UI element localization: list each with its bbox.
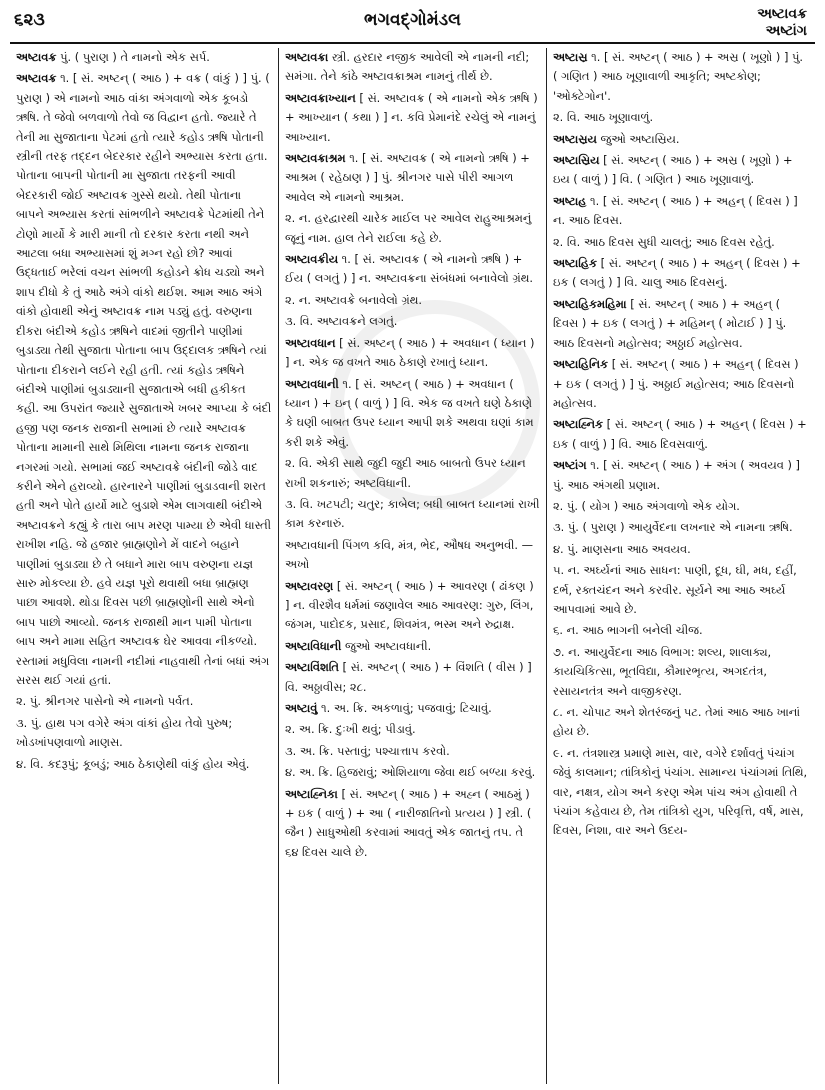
definition-text: ૪. પું. માણસના આઠ અવયવ. [553,541,691,556]
column-left [10,48,278,1084]
header-rule [10,42,815,44]
dictionary-sense [553,518,808,537]
headword: અષ્ટાસ્રય [553,131,597,146]
dictionary-sense [285,291,540,310]
dictionary-sense [285,763,540,782]
definition-text: ૪. વિ. કદરૂપું; કૂબડું; આઠ ઠેકાણેથી વાંકું હોય એવું. [16,756,250,771]
headword: અષ્ટાહિનિક [553,357,609,372]
definition-text: [ સં. અષ્ટન્ ( આઠ ) + અહન્ ( દિવસ ) + ઇક ( લગતું ) + મહિમન્ ( મોટાઈ ) ] પું. આઠ દિવસનો મહોત્સવ; અઠ્ઠાઈ મહોત્સવ. [553,296,787,350]
headword: અષ્ટાવિધાની [285,638,342,653]
dictionary-entry [553,456,808,495]
dictionary-entry [285,48,540,87]
definition-text: ૧. [ સં. અષ્ટન્ ( આઠ ) + અવધાન ( ધ્યાન ) + ઇન્ ( વાળું ) ] વિ. એક જ વખતે ઘણે ઠેકાણે કે ઘણી બાબત ઉપર ધ્યાન આપી શકે અથવા ઘણાં કામ કરી શકે એવું. [285,376,534,449]
headword: અષ્ટાસ્ર [553,50,588,64]
definition-text: ૬. ન. આઠ ભાગની બનેલી ચીજ. [553,623,703,638]
definition-text: ૧. [ સં. અષ્ટન્ ( આઠ ) + અહન્ ( દિવસ ) ] ન. આઠ દિવસ. [553,193,798,228]
headword: અષ્ટાહ્નિક [553,417,604,432]
dictionary-sense [16,714,272,753]
column-middle [278,48,546,1084]
definition-text: ૨. વિ. આઠ ખૂણાવાળું. [553,110,654,125]
dictionary-sense [553,108,808,127]
dictionary-sense [16,692,272,711]
headword: અષ્ટાસ્રિય [553,153,600,168]
headword: અષ્ટાહ્નિકા [285,786,338,801]
headword: અષ્ટાવરણ [285,578,334,593]
definition-text: જુઓ અષ્ટાસ્રિય. [600,131,680,146]
page-number: ૬૨૩ [14,10,45,30]
column-right [546,48,814,1084]
headword: અષ્ટાવક્રા [285,50,329,64]
dictionary-sense [285,536,540,575]
dictionary-sense [553,703,808,742]
definition-text: ૨. અ. ક્રિ. દુઃખી થવું; પીડાવું. [285,722,416,737]
definition-text: ૧. અ. ક્રિ. અકળાવું; પજવાવું; ટિચાવું. [321,701,492,715]
dictionary-entry [285,637,540,656]
definition-text: ૨. પું. ( યોગ ) આઠ અંગવાળો એક યોગ. [553,498,740,513]
definition-text: ૪. અ. ક્રિ. હિજરાવું; ઓશિયાળા જેવા થઈ બળ્યા કરવું. [285,765,536,780]
dictionary-entry [285,699,540,718]
definition-text: સ્ત્રી. હરદાર નજીક આવેલી એ નામની નદી; સમંગા. તેને કાંઠે અષ્ટાવક્રાશ્રમ નામનું તીર્થ છે. [285,50,530,84]
definition-text: ૧. [ સં. અષ્ટન્ ( આઠ ) + અસ્ર ( ખૂણો ) ] પું. ( ગણિત ) આઠ ખૂણાવાળી આકૃતિ; અષ્ટકોણ; 'ઓક્ટેગોન'. [553,50,804,103]
dictionary-entry [553,415,808,454]
dictionary-sense [553,621,808,640]
guide-word-first: અષ્ટાવક્ર [757,6,807,22]
definition-text: ૧. [ સં. અષ્ટન્ ( આઠ ) + અંગ ( અવયવ ) ] પું. આઠ અંગથી પ્રણામ. [553,458,800,492]
dictionary-entry [553,192,808,231]
headword: અષ્ટાવધાની [285,376,339,391]
dictionary-entry [285,89,540,147]
dictionary-sense [285,720,540,739]
definition-text: ૨. પું. શ્રીનગર પાસેનો એ નામનો પર્વત. [16,694,194,709]
headword: અષ્ટાહિકમહિમા [553,296,627,311]
definition-text: ૮. ન. ચોપાટ અને શેતરંજનું પટ. તેમાં આઠ આઠ ખાનાં હોય છે. [553,705,801,739]
dictionary-sense [553,540,808,559]
dictionary-sense [16,755,272,774]
definition-text: પું. ( પુરાણ ) તે નામનો એક સર્પ. [60,50,210,64]
dictionary-entry [285,250,540,289]
headword: અષ્ટાહ [553,193,587,208]
definition-text: [ સં. અષ્ટન્ ( આઠ ) + અવધાન ( ધ્યાન ) ] ન. એક જ વખતે આઠ ઠેકાણે રખાતું ધ્યાન. [285,335,535,370]
definition-text: [ સં. અષ્ટન્ ( આઠ ) + અહન્ ( દિવસ ) + ઇક ( લગતું ) ] પું. અઠ્ઠાઈ મહોત્સવ; આઠ દિવસનો મહોત્સવ. [553,357,799,410]
dictionary-entry [553,355,808,413]
dictionary-sense [285,209,540,248]
definition-text: ૭. ન. આયુર્વેદના આઠ વિભાગ: શલ્ય, શાલાક્ય, કાયચિકિત્સા, ભૂતવિદ્યા, કૌમારભૃત્ય, અગદતંત્ર, રસાયનતંત્ર અને વાજીકરણ. [553,644,772,698]
dictionary-sense [553,233,808,252]
definition-text: [ સં. અષ્ટન્ ( આઠ ) + વિંશતિ ( વીસ ) ] વિ. અઠ્ઠાવીસ; ૨૮. [285,660,532,694]
definition-text: ૩. પું. હાથ પગ વગેરે અંગ વાંકાં હોય તેવો પુરુષ; ખોડખાંપણવાળો માણસ. [16,715,233,750]
dictionary-entry [285,149,540,207]
dictionary-entry [553,130,808,149]
definition-text: ૨. વિ. આઠ દિવસ સુધી ચાલતું; આઠ દિવસ રહેતું. [553,234,775,249]
definition-text: [ સં. અષ્ટન્ ( આઠ ) + અસ્ર ( ખૂણો ) + ઇય ( વાળું ) ] વિ. ( ગણિત ) આઠ ખૂણાવાળું. [553,153,793,187]
dictionary-sense [553,497,808,516]
headword: અષ્ટાવિંશતિ [285,660,339,675]
dictionary-entry [553,254,808,293]
headword: અષ્ટાવક્રાશ્રમ [285,151,346,166]
definition-text: જુઓ અષ્ટાવધાની. [344,638,432,653]
definition-text: [ સં. અષ્ટાવક્ર ( એ નામનો એક ઋષિ ) + આખ્યાન ( કથા ) ] ન. કવિ પ્રેમાનંદે રચેલું એ નામનું આખ્યાન. [285,90,538,144]
headword: અષ્ટાવક્ર [16,71,57,86]
definition-text: ૩. વિ. અષ્ટાવક્રને લગતું. [285,314,398,329]
dictionary-sense [553,643,808,701]
dictionary-entry [285,577,540,635]
dictionary-entry [16,48,272,67]
running-title: ભગવદ્ગોમંડલ [364,10,461,30]
definition-text: [ સં. અષ્ટન્ ( આઠ ) + અહન્ ( દિવસ ) + ઇક ( વાળું ) ] વિ. આઠ દિવસવાળું. [553,417,807,451]
headword: અષ્ટાવક્રાખ્યાન [285,90,356,105]
headword: અષ્ટાવક્ર [16,50,57,64]
headword: અષ્ટાવધાન [285,335,336,350]
definition-text: ૧. [ સં. અષ્ટાવક્ર ( એ નામનો ઋષિ ) + ઈય ( લગતું ) ] ન. અષ્ટાવક્રના સંબંધમાં બનાવેલો ગ્રંથ. [285,252,534,286]
definition-text: [ સં. અષ્ટન્ ( આઠ ) + અહ્ન ( આઠમું ) + ઇક ( વાળું ) + આ ( નારીજાતિનો પ્રત્યય ) ] સ્ત્રી. ( જૈન ) સાધુઓથી કરવામાં આવતું એક જાતનું તપ. તે ૬૪ દિવસ ચાલે છે. [285,786,532,859]
dictionary-entry [285,375,540,453]
dictionary-entry [553,48,808,106]
dictionary-entry [285,334,540,373]
definition-text: ૧. [ સં. અષ્ટાવક્ર ( એ નામનો ઋષિ ) + આશ્રમ ( રહેઠાણ ) ] પું. શ્રીનગર પાસે પીરી આગળ આવેલ એ નામનો આશ્રમ. [285,151,530,204]
definition-text: ૯. ન. તંત્રશાસ્ત્ર પ્રમાણે માસ, વાર, વગેરે દર્શાવતું પંચાંગ જેવું કાલમાન; તાંત્રિકોનું પંચાંગ. સામાન્ય પંચાંગમાં તિથિ, વાર, નક્ષત્ર, યોગ અને કરણ એમ પાંચ અંગ હોવાથી તે પંચાંગ કહેવાય છે, તેમ તાંત્રિકો યુગ, પરિવૃત્તિ, વર્ષ, માસ, દિવસ, નિશા, વાર અને ઉદય- [553,745,808,838]
definition-text: ૩. વિ. ખટપટી; ચતુર; કાબેલ; બધી બાબત ધ્યાનમાં રાખી કામ કરનારું. [285,496,540,531]
dictionary-entry [16,69,272,690]
headword: અષ્ટાવું [285,701,318,715]
page-header [0,0,825,44]
definition-text: ૩. અ. ક્રિ. પસ્તાવું; પશ્ચાત્તાપ કરવો. [285,743,450,758]
headword: અષ્ટાહિક [553,256,598,271]
definition-text: ૨. ન. અષ્ટાવક્રે બનાવેલો ગ્રંથ. [285,292,422,307]
headword: અષ્ટાંગ [553,458,587,473]
definition-text: ૩. પું. ( પુરાણ ) આયુર્વેદના લખનાર એ નામના ઋષિ. [553,520,793,535]
definition-text: ૧. [ સં. અષ્ટન્ ( આઠ ) + વક્ર ( વાંકું ) ] પું. ( પુરાણ ) એ નામનો આઠ વાંકા અંગવાળો એક કૂબડો ઋષિ. તે જેવો બળવાળો તેવો જ વિદ્વાન હતો. જ્યારે તે તેની મા સુજાતાના પેટમાં હતો ત્યારે કહોડ ઋષિ પોતાની સ્ત્રીની તરફ તદ્દન બેદરકાર રહીને અભ્યાસ કરતા હતા. પોતાના બાપની પોતાની મા સુજાતા તરફની આવી બેદરકારી જોઈ અષ્ટાવક્ર ગુસ્સે થયો. તેથી પોતાના બાપને અભ્યાસ કરતાં સાંભળીને અષ્ટાવક્રે પેટમાંથી તેને ટોણો માર્યો કે મારી માની તો દરકાર કરતા નથી અને આટલા બધા અભ્યાસમાં શું મગ્ન રહો છો? આવાં ઉદ્ધતાઈ ભરેલાં વચન સાંભળી કહોડને ક્રોધ ચડ્યો અને શાપ દીધો કે તું આઠે અંગે વાંકો થઈશ. આમ આઠ અંગે વાંકો હોવાથી એનું અષ્ટાવક્ર નામ પડ્યું હતું. વરુણના દીકરા બંદીએ કહોડ ઋષિને વાદમાં જીતીને પાણીમાં બુડાડ્યા તેથી સુજાતા પોતાના બાપ ઉદ્દાલક ઋષિને ત્યાં પોતાના દીકરાને લઈને રહી હતી. ત્યાં કહોડ ઋષિને બંદીએ પાણીમાં બુડાડ્યાની સુજાતાએ બધી હકીકત કહી. આ ઉપરાંત જ્યારે સુજાતાએ ખબર આપ્યા કે બંદી હજી પણ જનક રાજાની સભામાં છે ત્યારે અષ્ટાવક્ર પોતાના મામાની સાથે મિથિલા નામના જનક રાજાના નગરમાં ગયો. સભામાં જઈ અષ્ટાવક્રે બંદીની જોડે વાદ કરીને એને હરાવ્યો. હારનારને પાણીમાં બુડાડવાની શરત હતી અને પોતે હાર્યો માટે બુડાશે એમ લાગવાથી બંદીએ અષ્ટાવક્રને કહ્યું કે તારા બાપ મરણ પામ્યા છે એવી ધાસ્તી રાખીશ નહિ. જે હજાર બ્રાહ્મણોને મેં વાદને બહાને પાણીમાં બુડાડ્યા છે તે બધાને મારા બાપ વરુણના યજ્ઞ સારુ મોકલ્યા છે. હવે યજ્ઞ પૂરો થવાથી બધા બ્રાહ્મણ પાછા આવશે. થોડા દિવસ પછી બ્રાહ્મણોની સાથે એનો બાપ પાછો આવ્યો. જનક રાજાથી માન પામી પોતાના બાપ અને મામા સહિત અષ્ટાવક્ર ઘેર આવવા નીકળ્યો. રસ્તામાં મધુવિલા નામની નદીમાં નાહવાથી તેનાં બધાં અંગ સરસ થઈ ગયાં હતાં. [16,71,272,687]
dictionary-columns [10,48,815,1084]
dictionary-entry [285,785,540,863]
definition-text: ૨. ન. હરદ્વારથી ચારેક માઈલ પર આવેલ રાહુઆશ્રમનું જૂનું નામ. હાલ તેને રાઈલા કહે છે. [285,211,532,245]
dictionary-entry [285,658,540,697]
dictionary-entry [553,151,808,190]
dictionary-sense [285,495,540,534]
definition-text: અષ્ટાવધાની પિંગળ કવિ, મંત્ર, ભેદ, ઔષધ અનુભવી. — અખો [285,537,534,572]
guide-words [757,6,807,40]
dictionary-sense [553,561,808,619]
definition-text: ૨. વિ. એકી સાથે જુદી જુદી આઠ બાબતો ઉપર ધ્યાન રાખી શકનારું; અષ્ટવિધાની. [285,456,526,490]
dictionary-entry [553,295,808,353]
headword: અષ્ટાવક્રીય [285,252,339,267]
dictionary-sense [285,312,540,331]
definition-text: [ સં. અષ્ટન્ ( આઠ ) + અહન્ ( દિવસ ) + ઇક ( લગતું ) ] વિ. ચાલુ આઠ દિવસનું. [553,256,801,290]
dictionary-sense [285,454,540,493]
definition-text: ૫. ન. અર્ઘ્યનાં આઠ સાધન: પાણી, દૂધ, ઘી, મધ, દહીં, દર્ભ, રક્તચંદન અને કરવીર. સૂર્યને આ આઠ અર્ઘ્ય આપવામાં આવે છે. [553,563,797,616]
definition-text: [ સં. અષ્ટન્ ( આઠ ) + આવરણ ( ઢાંકણ ) ] ન. વીરશૈવ ધર્મમાં જણાવેલ આઠ આવરણ: ગુરુ, લિંગ, જંગમ, પાદોદક, પ્રસાદ, શિવમંત્ર, ભસ્મ અને રુદ્રાક્ષ. [285,578,534,632]
dictionary-sense [553,744,808,841]
guide-word-last: અષ્ટાંગ [765,23,807,39]
dictionary-sense [285,742,540,761]
